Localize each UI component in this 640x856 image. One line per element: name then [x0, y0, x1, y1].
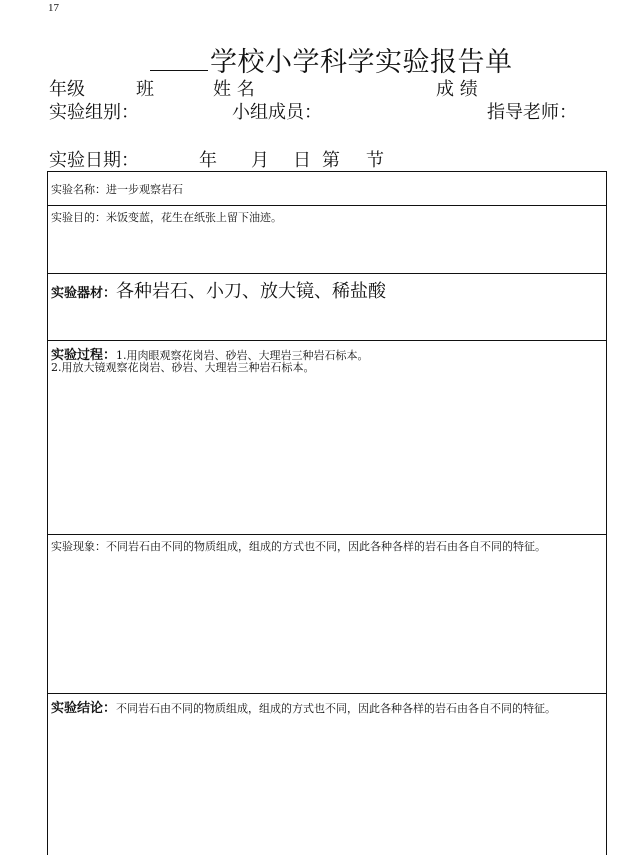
section-conclusion: [48, 694, 606, 856]
date-di: 第: [322, 150, 340, 171]
score-label: 成 绩: [436, 79, 478, 100]
equipment-value: 各种岩石、小刀、放大镜、稀盐酸: [116, 281, 387, 302]
class-label: 班: [136, 79, 154, 100]
date-year: 年: [199, 150, 217, 171]
report-form: [47, 171, 607, 855]
date-day: 日: [293, 150, 311, 171]
section-equipment: [48, 274, 606, 341]
phenomenon-label: 实验现象：: [51, 540, 106, 553]
section-experiment-purpose: [48, 206, 606, 274]
school-name-blank: [150, 70, 208, 71]
date-period: 节: [366, 150, 384, 171]
equipment-label: 实验器材：: [51, 286, 117, 301]
name-label: 姓 名: [213, 79, 255, 100]
members-label: 小组成员：: [232, 102, 322, 123]
process-step-2: 2.用放大镜观察花岗岩、砂岩、大理岩三种岩石标本。: [51, 361, 315, 374]
report-title: 学校小学科学实验报告单: [210, 47, 513, 78]
conclusion-label: 实验结论：: [51, 701, 117, 716]
teacher-label: 指导老师：: [487, 102, 577, 123]
conclusion-value: 不同岩石由不同的物质组成，组成的方式也不同，因此各种各样的岩石由各自不同的特征。: [116, 702, 557, 715]
purpose-value: 米饭变蓝，花生在纸张上留下油迹。: [106, 211, 282, 224]
date-month: 月: [251, 150, 269, 171]
experiment-name-label: 实验名称：: [51, 183, 106, 196]
grade-label: 年级: [49, 79, 85, 100]
date-label: 实验日期：: [49, 150, 139, 171]
page-number: 17: [48, 2, 59, 14]
phenomenon-value: 不同岩石由不同的物质组成，组成的方式也不同，因此各种各样的岩石由各自不同的特征。: [106, 540, 546, 553]
group-label: 实验组别：: [49, 102, 139, 123]
process-step-1: 1.用肉眼观察花岗岩、砂岩、大理岩三种岩石标本。: [116, 349, 369, 362]
report-title-row: [0, 38, 640, 78]
purpose-label: 实验目的：: [51, 211, 106, 224]
section-experiment-name: [48, 172, 606, 206]
section-process: [48, 341, 606, 535]
experiment-name-value: 进一步观察岩石: [106, 183, 183, 196]
process-label: 实验过程：: [51, 348, 117, 363]
section-phenomenon: [48, 535, 606, 694]
